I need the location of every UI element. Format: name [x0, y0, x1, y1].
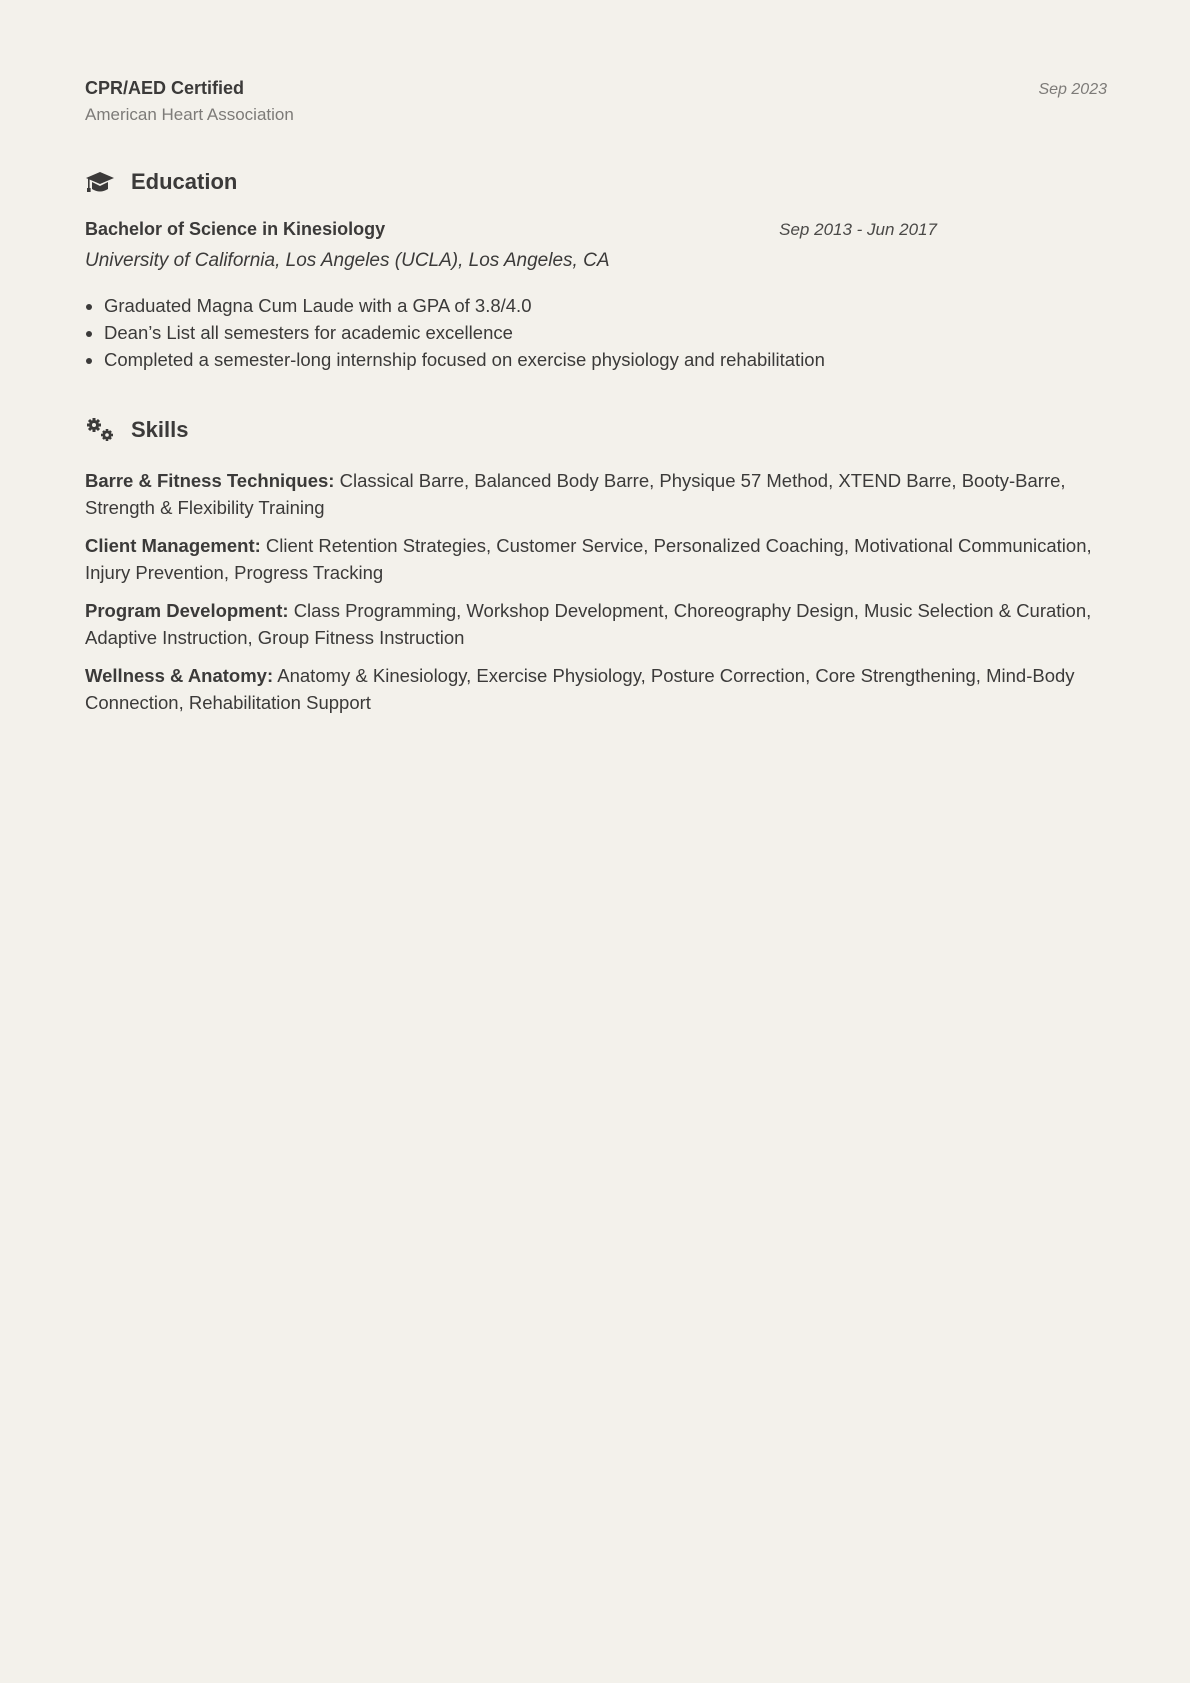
skill-group: [85, 467, 1107, 521]
skills-heading: [85, 417, 1107, 443]
education-bullets: [85, 292, 1107, 373]
skill-label: Program Development:: [85, 600, 289, 621]
skill-group: [85, 662, 1107, 716]
school: University of California, Los Angeles (UCLA), Los Angeles, CA: [85, 250, 610, 271]
list-item: • Dean’s List all semesters for academic excellence: [104, 319, 1107, 346]
education-entry: [85, 195, 1107, 373]
skill-group: [85, 597, 1107, 651]
degree: Bachelor of Science in Kinesiology: [85, 219, 386, 239]
list-item: • Graduated Magna Cum Laude with a GPA of 3.8/4.0: [104, 292, 1107, 319]
skills-heading-text: Skills: [131, 417, 189, 442]
graduation-cap-icon: [85, 169, 115, 195]
list-item: • Completed a semester-long internship focused on exercise physiology and rehabilitation: [104, 346, 1107, 373]
certification-entry: [85, 78, 1107, 125]
skill-items: Class Programming, Workshop Development, Choreography Design, Music Selection & Curation, Adaptive Instruction, Group Fitness Instruction: [85, 600, 1092, 648]
skill-items: Classical Barre, Balanced Body Barre, Physique 57 Method, XTEND Barre, Booty-Barre, Strength & Flexibility Training: [85, 470, 1066, 518]
resume-page: [85, 78, 1107, 716]
skill-label: Client Management:: [85, 535, 261, 556]
cert-date: Sep 2023: [1038, 81, 1107, 98]
cert-title: CPR/AED Certified: [85, 78, 245, 98]
skill-group: [85, 532, 1107, 586]
skills-list: [85, 467, 1107, 716]
education-heading: [85, 169, 1107, 195]
skill-items: Client Retention Strategies, Customer Service, Personalized Coaching, Motivational Communication, Injury Prevention, Progress Tracking: [85, 535, 1092, 583]
cert-issuer: American Heart Association: [85, 105, 294, 124]
skill-items: Anatomy & Kinesiology, Exercise Physiology, Posture Correction, Core Strengthening, Mind-Body Connection, Rehabilitation Support: [85, 665, 1075, 713]
education-dates: Sep 2013 - Jun 2017: [779, 220, 937, 239]
skill-label: Barre & Fitness Techniques:: [85, 470, 335, 491]
gears-icon: [85, 417, 115, 443]
skill-label: Wellness & Anatomy:: [85, 665, 274, 686]
education-heading-text: Education: [131, 169, 238, 194]
